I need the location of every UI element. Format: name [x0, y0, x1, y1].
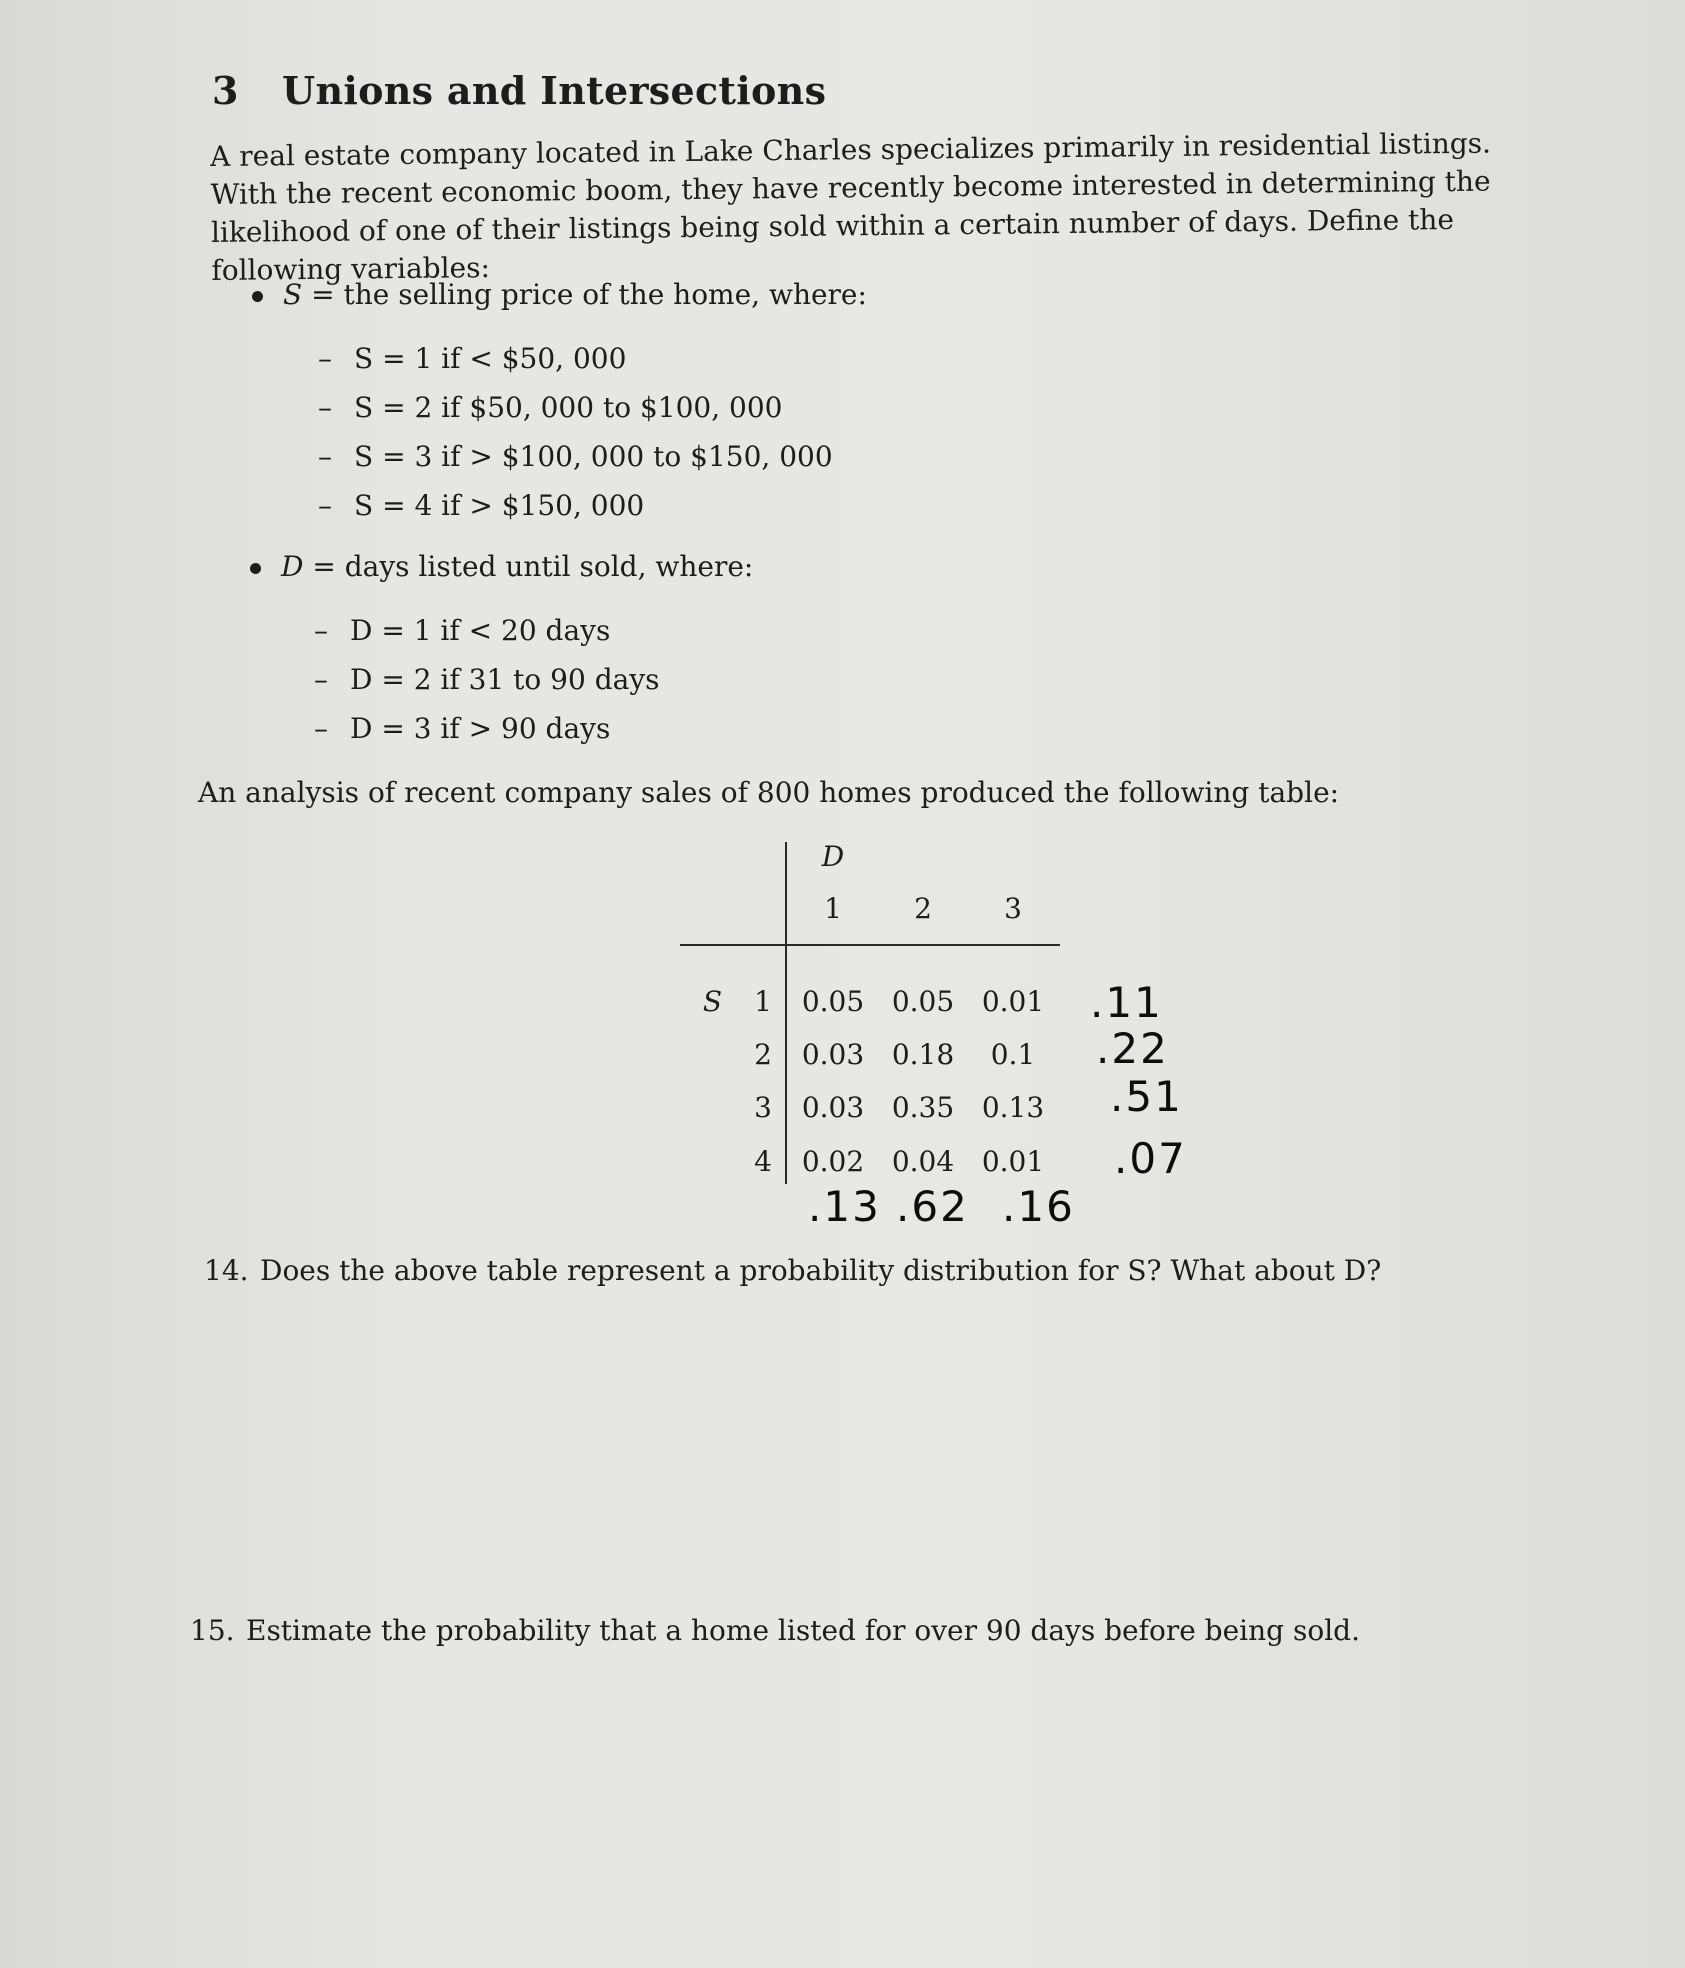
question-text: Estimate the probability that a home listed for over 90 days before being sold. — [246, 1614, 1360, 1647]
section-title: Unions and Intersections — [282, 68, 827, 113]
table-cell: 0.02 — [801, 1145, 865, 1178]
section-heading — [212, 68, 826, 113]
bullet-dot — [252, 291, 263, 302]
variable-s-case: – S = 3 if > $100, 000 to $150, 000 — [318, 440, 833, 473]
table-cell: 0.13 — [981, 1091, 1045, 1124]
question-15 — [190, 1614, 1360, 1647]
table-cell: 0.05 — [801, 985, 865, 1018]
table-cell: 0.35 — [891, 1091, 955, 1124]
variable-d-case: – D = 1 if < 20 days — [314, 614, 611, 647]
row-variable-label: S — [702, 985, 722, 1018]
variable-s-definition: = the selling price of the home, where: — [302, 278, 867, 311]
handwritten-column-total: .62 — [896, 1182, 969, 1231]
table-vertical-rule — [785, 842, 787, 1184]
table-cell: 0.03 — [801, 1038, 865, 1071]
variable-s-case: – S = 1 if < $50, 000 — [318, 342, 627, 375]
question-text: Does the above table represent a probability distribution for S? What about D? — [260, 1254, 1382, 1287]
question-14 — [204, 1254, 1381, 1287]
row-label: 2 — [754, 1038, 772, 1071]
section-number: 3 — [212, 68, 239, 113]
variable-s-bullet — [252, 278, 867, 311]
question-number: 15. — [190, 1614, 235, 1647]
variable-s-case: – S = 4 if > $150, 000 — [318, 489, 645, 522]
row-label: 4 — [754, 1145, 772, 1178]
column-variable-label: D — [821, 840, 845, 873]
table-cell: 0.01 — [981, 1145, 1045, 1178]
handwritten-row-total: .11 — [1090, 978, 1163, 1027]
column-header: 3 — [1004, 892, 1022, 925]
analysis-sentence: An analysis of recent company sales of 800 homes produced the following table: — [198, 776, 1340, 809]
column-header: 1 — [824, 892, 842, 925]
question-number: 14. — [204, 1254, 249, 1287]
table-cell: 0.05 — [891, 985, 955, 1018]
table-cell: 0.1 — [990, 1038, 1036, 1071]
variable-d-symbol: D — [281, 550, 304, 583]
bullet-dot — [250, 563, 261, 574]
intro-paragraph: A real estate company located in Lake Charles specializes primarily in residential listings. With the recent economic boom, they have recently become interested in determining the likelihood of one of their listings being sold within a certain number of days. Define the following variables: — [210, 126, 1492, 287]
variable-s-case: – S = 2 if $50, 000 to $100, 000 — [318, 391, 783, 424]
handwritten-column-total: .16 — [1002, 1182, 1075, 1231]
handwritten-row-total: .07 — [1114, 1134, 1187, 1183]
variable-d-bullet — [250, 550, 753, 583]
variable-d-case: – D = 3 if > 90 days — [314, 712, 611, 745]
row-label: 3 — [754, 1091, 772, 1124]
handwritten-row-total: .51 — [1110, 1072, 1183, 1121]
variable-d-definition: = days listed until sold, where: — [303, 550, 754, 583]
table-cell: 0.03 — [801, 1091, 865, 1124]
handwritten-row-total: .22 — [1096, 1024, 1169, 1073]
table-cell: 0.18 — [891, 1038, 955, 1071]
table-cell: 0.01 — [981, 985, 1045, 1018]
row-label: 1 — [754, 985, 772, 1018]
handwritten-column-total: .13 — [808, 1182, 881, 1231]
column-header: 2 — [914, 892, 932, 925]
variable-d-case: – D = 2 if 31 to 90 days — [314, 663, 660, 696]
variable-s-symbol: S — [283, 278, 303, 311]
table-horizontal-rule — [680, 944, 1060, 946]
table-cell: 0.04 — [891, 1145, 955, 1178]
